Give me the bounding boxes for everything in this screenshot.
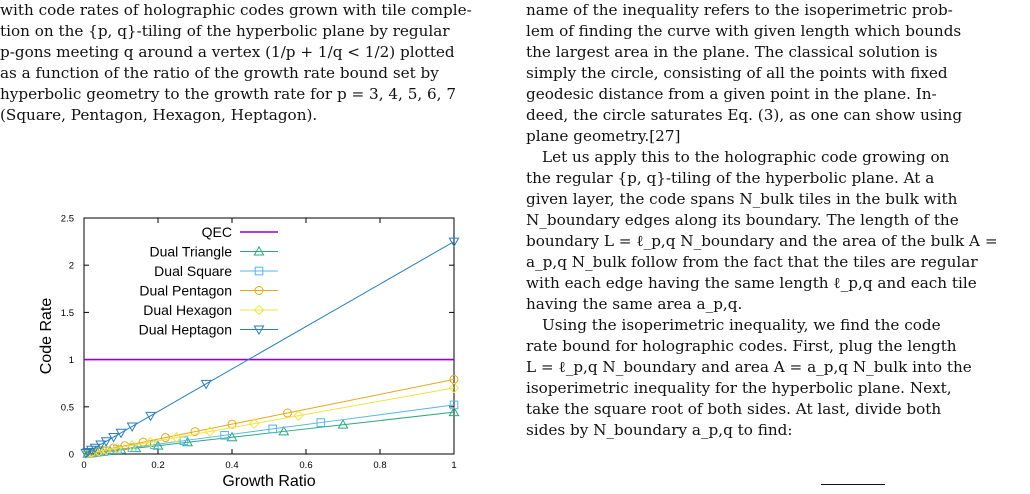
caption-line: as a function of the ratio of the growth rate bound set by — [0, 64, 439, 82]
legend-label: Dual Triangle — [149, 243, 232, 260]
code-rate-figure — [0, 180, 505, 490]
text-line: given layer, the code spans N_bulk tiles in the bulk with — [526, 190, 958, 208]
text-line: having the same area a_p,q. — [526, 295, 743, 313]
text-line: isoperimetric inequality for the hyperbolic plane. Next, — [526, 379, 952, 397]
text-line: L = ℓ_p,q N_boundary and area A = a_p,q N_bulk into the — [526, 358, 972, 376]
x-tick-label: 0 — [81, 460, 87, 471]
text-line: the regular {p, q}-tiling of the hyperbolic plane. At a — [526, 169, 935, 187]
legend-label: Dual Square — [154, 263, 232, 279]
y-tick-label: 2 — [68, 260, 74, 272]
x-tick-label: 0.2 — [151, 460, 165, 471]
paragraph — [526, 315, 1022, 441]
text-line: sides by N_boundary a_p,q to find: — [526, 421, 793, 439]
x-tick-label: 0.4 — [225, 460, 239, 471]
text-line: Let us apply this to the holographic code growing on — [542, 148, 950, 166]
legend-label: QEC — [201, 224, 232, 240]
y-tick-label: 2.5 — [60, 213, 74, 225]
text-line: name of the inequality refers to the isoperimetric prob- — [526, 1, 953, 19]
y-tick-label: 0.5 — [60, 402, 74, 414]
caption-line: with code rates of holographic codes grown with tile comple- — [0, 1, 472, 19]
x-tick-label: 0.6 — [299, 460, 313, 471]
code-rate-chart — [0, 180, 505, 490]
series-dual-pentagon — [84, 375, 458, 457]
legend-label: Dual Pentagon — [139, 282, 232, 299]
text-line: plane geometry.[27] — [526, 127, 681, 145]
legend-marker — [254, 326, 263, 334]
text-line: lem of finding the curve with given length which bounds — [526, 22, 962, 40]
y-tick-label: 0 — [68, 449, 74, 461]
y-axis-label: Code Rate — [38, 297, 55, 375]
legend-marker — [254, 247, 263, 255]
text-line: N_boundary edges along its boundary. The length of the — [526, 211, 959, 229]
equation-overline — [821, 484, 885, 485]
x-tick-label: 1 — [451, 460, 457, 471]
x-tick-label: 0.8 — [373, 460, 387, 471]
y-tick-label: 1 — [68, 355, 74, 367]
paragraph — [526, 147, 1022, 315]
caption-line: p-gons meeting q around a vertex (1/p + 1/q < 1/2) plotted — [0, 43, 455, 61]
text-line: boundary L = ℓ_p,q N_boundary and the area of the bulk A = — [526, 232, 998, 250]
text-line: take the square root of both sides. At last, divide both — [526, 400, 942, 418]
text-line: geodesic distance from a given point in the plane. In- — [526, 85, 937, 103]
legend-label: Dual Heptagon — [138, 321, 232, 338]
axis-ticks — [61, 214, 457, 472]
x-axis-label: Growth Ratio — [222, 473, 316, 490]
y-tick-label: 1.5 — [60, 307, 74, 319]
figure-caption — [0, 0, 505, 126]
text-line: Using the isoperimetric inequality, we find the code — [542, 316, 941, 334]
body-text — [526, 0, 1022, 441]
legend-label: Dual Hexagon — [143, 302, 232, 318]
text-line: the largest area in the plane. The classical solution is — [526, 43, 938, 61]
series-dual-square — [84, 401, 458, 457]
text-line: deed, the circle saturates Eq. (3), as one can show using — [526, 106, 963, 124]
caption-line: (Square, Pentagon, Hexagon, Heptagon). — [0, 106, 318, 124]
text-line: simply the circle, consisting of all the points with fixed — [526, 64, 948, 82]
text-line: with each edge having the same length ℓ_p,q and each tile — [526, 274, 977, 292]
legend — [139, 224, 278, 338]
caption-line: hyperbolic geometry to the growth rate for p = 3, 4, 5, 6, 7 — [0, 85, 456, 103]
text-line: rate bound for holographic codes. First, plug the length — [526, 337, 957, 355]
caption-line: tion on the {p, q}-tiling of the hyperbolic plane by regular — [0, 22, 450, 40]
paragraph — [526, 0, 1022, 147]
series-line — [88, 379, 454, 453]
text-line: a_p,q N_bulk follow from the fact that the tiles are regular — [526, 253, 978, 271]
